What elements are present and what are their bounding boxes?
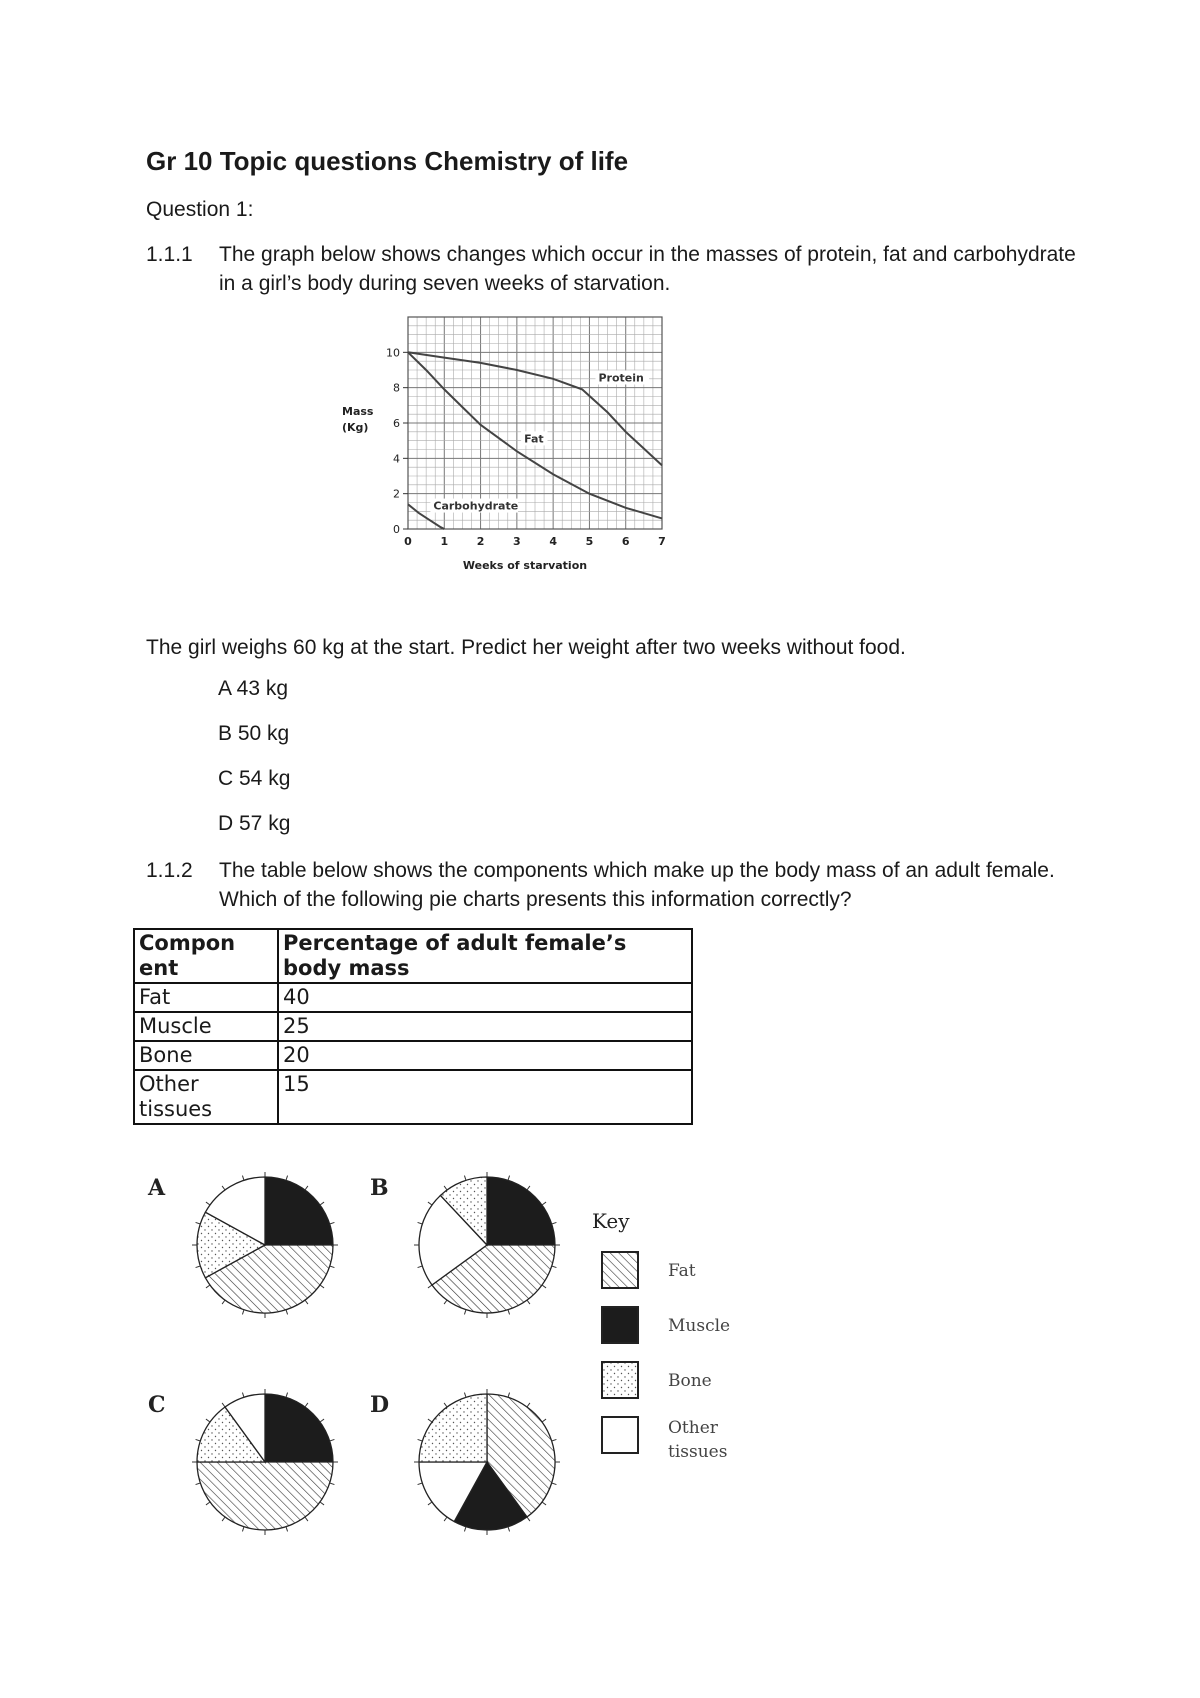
starvation-line-chart <box>340 312 680 590</box>
option-b[interactable]: B 50 kg <box>218 722 290 745</box>
pie-tick <box>428 1419 432 1422</box>
y-axis-label: Mass <box>342 405 374 418</box>
option-d[interactable]: D 57 kg <box>218 812 291 835</box>
key-swatch-other-tissues <box>602 1417 638 1453</box>
pie-label: D <box>370 1392 390 1418</box>
pie-tick <box>464 1393 466 1398</box>
table-header-row <box>134 929 692 983</box>
cell-percentage: 15 <box>278 1070 692 1124</box>
page-title: Gr 10 Topic questions Chemistry of life <box>146 146 629 176</box>
key-title: Key <box>592 1209 630 1233</box>
y-axis-label: (Kg) <box>342 421 369 434</box>
y-tick-label: 4 <box>393 452 400 466</box>
pie-tick <box>464 1527 466 1532</box>
x-tick-label: 0 <box>404 535 412 548</box>
cell-percentage: 20 <box>278 1041 692 1070</box>
pie-tick <box>508 1527 510 1532</box>
pie-tick <box>542 1419 546 1422</box>
pie-slice-muscle <box>265 1177 333 1245</box>
x-tick-label: 5 <box>585 535 594 548</box>
question-text: The graph below shows changes which occur in the masses of protein, fat and carbohydrate in a girl’s body during seven weeks of starvation. <box>219 243 1076 295</box>
y-tick-label: 2 <box>393 487 400 501</box>
pie-tick <box>286 1310 288 1315</box>
pie-slice-muscle <box>265 1394 333 1462</box>
option-a[interactable]: A 43 kg <box>218 677 289 700</box>
pie-tick <box>196 1483 201 1485</box>
table-row <box>134 983 692 1012</box>
pie-tick <box>552 1439 557 1441</box>
pie-tick <box>418 1483 423 1485</box>
key-label: Bone <box>668 1371 712 1391</box>
series-label-fat: Fat <box>524 432 544 446</box>
pie-tick <box>305 1517 308 1521</box>
pie-slice-bone <box>419 1394 487 1462</box>
question-prompt: The girl weighs 60 kg at the start. Predict her weight after two weeks without food. <box>146 636 906 659</box>
x-axis-label: Weeks of starvation <box>462 559 588 572</box>
pie-tick <box>222 1186 225 1190</box>
pie-chart-c <box>148 1389 338 1535</box>
header-percentage: Percentage of adult female’s body mass <box>278 929 692 983</box>
pie-tick <box>320 1202 324 1205</box>
pie-tick <box>428 1202 432 1205</box>
key-label: Other <box>668 1418 718 1438</box>
pie-tick <box>542 1285 546 1288</box>
question-1-1-1 <box>146 240 1076 300</box>
pie-tick <box>305 1300 308 1304</box>
key-label: tissues <box>668 1442 728 1462</box>
pie-tick <box>222 1300 225 1304</box>
x-tick-label: 6 <box>621 535 630 548</box>
pie-tick <box>418 1222 423 1224</box>
pie-tick <box>222 1517 225 1521</box>
pie-key <box>592 1209 730 1462</box>
pie-tick <box>305 1186 308 1190</box>
pie-tick <box>286 1527 288 1532</box>
pie-tick <box>418 1266 423 1268</box>
pie-label: A <box>148 1175 166 1201</box>
question-number: 1.1.1 <box>146 243 193 266</box>
pie-tick <box>242 1176 244 1181</box>
pie-chart-d <box>370 1389 560 1535</box>
pie-tick <box>320 1285 324 1288</box>
pie-tick <box>527 1403 530 1407</box>
pie-tick <box>444 1517 447 1521</box>
series-label-carbohydrate: Carbohydrate <box>433 499 519 513</box>
pie-tick <box>542 1202 546 1205</box>
pie-tick <box>552 1222 557 1224</box>
pie-tick <box>508 1176 510 1181</box>
y-tick-label: 8 <box>393 381 400 395</box>
pie-tick <box>552 1266 557 1268</box>
key-label: Muscle <box>668 1316 731 1336</box>
pie-tick <box>242 1393 244 1398</box>
key-swatch-fat <box>602 1252 638 1288</box>
pie-tick <box>542 1502 546 1505</box>
pie-tick <box>330 1483 335 1485</box>
pie-tick <box>206 1202 210 1205</box>
pie-tick <box>508 1310 510 1315</box>
question-number: 1.1.2 <box>146 859 193 882</box>
y-tick-label: 10 <box>386 346 400 360</box>
chart-grid <box>408 317 662 529</box>
pie-tick <box>206 1285 210 1288</box>
cell-percentage: 25 <box>278 1012 692 1041</box>
pie-tick <box>464 1310 466 1315</box>
option-c[interactable]: C 54 kg <box>218 767 291 790</box>
pie-tick <box>286 1393 288 1398</box>
x-tick-label: 2 <box>476 535 485 548</box>
pie-tick <box>444 1300 447 1304</box>
pie-tick <box>286 1176 288 1181</box>
pie-label: B <box>370 1175 389 1201</box>
table-row <box>134 1012 692 1041</box>
pie-label: C <box>148 1392 166 1418</box>
pie-tick <box>330 1222 335 1224</box>
cell-component: Other tissues <box>134 1070 278 1124</box>
cell-component: Muscle <box>134 1012 278 1041</box>
pie-tick <box>206 1502 210 1505</box>
x-tick-label: 4 <box>549 535 557 548</box>
pie-tick <box>552 1483 557 1485</box>
key-swatch-muscle <box>602 1307 638 1343</box>
x-tick-label: 1 <box>440 535 449 548</box>
table-row <box>134 1041 692 1070</box>
pie-tick <box>196 1439 201 1441</box>
pie-tick <box>206 1419 210 1422</box>
question-1-1-2 <box>146 856 1066 916</box>
pie-chart-a <box>147 1172 338 1318</box>
pie-tick <box>320 1419 324 1422</box>
pie-chart-b <box>370 1172 560 1318</box>
pie-tick <box>464 1176 466 1181</box>
pie-tick <box>418 1439 423 1441</box>
pie-tick <box>196 1222 201 1224</box>
pie-tick <box>196 1266 201 1268</box>
table-row <box>134 1070 692 1124</box>
pie-chart-options <box>140 1165 760 1565</box>
key-swatch-bone <box>602 1362 638 1398</box>
pie-tick <box>320 1502 324 1505</box>
pie-tick <box>330 1439 335 1441</box>
pie-tick <box>508 1393 510 1398</box>
components-table <box>133 928 693 1125</box>
x-tick-label: 7 <box>658 535 666 548</box>
pie-tick <box>527 1186 530 1190</box>
pie-tick <box>428 1285 432 1288</box>
cell-component: Bone <box>134 1041 278 1070</box>
pie-tick <box>222 1403 225 1407</box>
pie-tick <box>527 1300 530 1304</box>
header-component: Compon ent <box>134 929 278 983</box>
pie-tick <box>444 1403 447 1407</box>
pie-tick <box>330 1266 335 1268</box>
pie-tick <box>305 1403 308 1407</box>
cell-percentage: 40 <box>278 983 692 1012</box>
pie-tick <box>444 1186 447 1190</box>
question-text: The table below shows the components which make up the body mass of an adult female. Which of the following pie charts presents this information correctly? <box>219 859 1055 911</box>
pie-tick <box>428 1502 432 1505</box>
pie-slice-fat <box>197 1462 333 1530</box>
y-tick-label: 0 <box>393 523 400 536</box>
pie-tick <box>527 1517 530 1521</box>
series-label-protein: Protein <box>598 371 644 385</box>
x-tick-label: 3 <box>513 535 521 548</box>
key-label: Fat <box>668 1261 696 1281</box>
y-tick-label: 6 <box>393 417 400 430</box>
pie-slice-muscle <box>487 1177 555 1245</box>
question-label: Question 1: <box>146 198 254 221</box>
pie-tick <box>242 1527 244 1532</box>
pie-tick <box>242 1310 244 1315</box>
cell-component: Fat <box>134 983 278 1012</box>
